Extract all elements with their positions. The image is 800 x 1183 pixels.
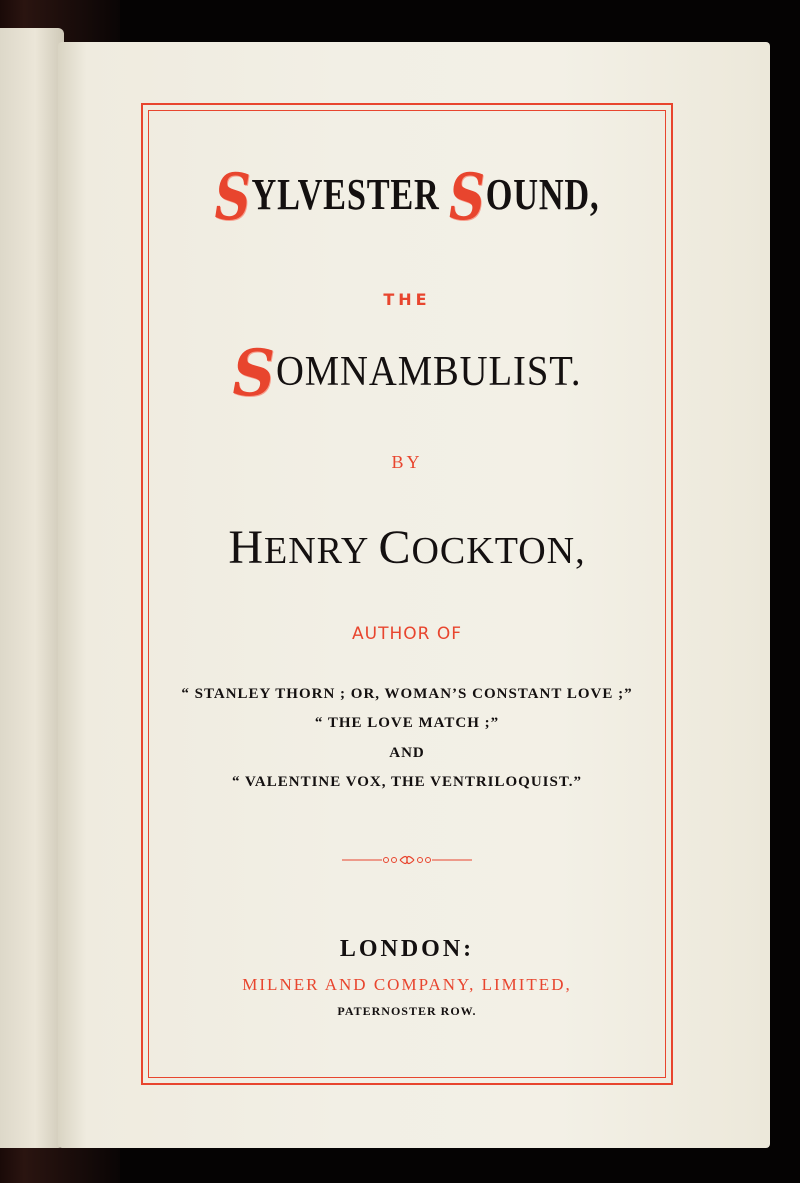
subtitle-initial: S <box>232 336 276 411</box>
author-name <box>141 520 673 575</box>
other-work-3: “ VALENTINE VOX, THE VENTRILOQUIST.” <box>232 774 582 790</box>
imprint-publisher: MILNER AND COMPANY, LIMITED, <box>242 975 572 994</box>
ornament-flourish-icon <box>342 852 472 868</box>
book-subtitle <box>162 336 651 411</box>
other-work-2: “ THE LOVE MATCH ;” <box>314 715 500 731</box>
author-last-rest: OCKTON, <box>411 530 586 572</box>
title-part2: OUND, <box>485 170 600 219</box>
book-title <box>200 160 615 235</box>
other-work-1: “ STANLEY THORN ; OR, WOMAN’S CONSTANT LOVE ;” <box>181 686 633 702</box>
title-initial-s: S <box>214 160 252 235</box>
works-conjunction: AND <box>389 745 425 761</box>
title-connector: THE <box>383 290 431 309</box>
decorative-ornament <box>141 852 673 868</box>
facing-page-edge <box>0 28 64 1148</box>
subtitle-rest: OMNAMBULIST. <box>275 349 582 395</box>
inner-rule <box>148 110 666 1078</box>
imprint-address: PATERNOSTER ROW. <box>337 1004 477 1018</box>
byline: BY <box>391 452 423 472</box>
author-first-initial: H <box>228 521 265 574</box>
author-last-initial: C <box>378 521 412 574</box>
author-first-rest: ENRY <box>264 530 379 572</box>
imprint-city: LONDON: <box>339 936 475 962</box>
title-initial-s2: S <box>448 160 486 235</box>
title-part1: YLVESTER <box>251 170 449 219</box>
author-of-label: AUTHOR OF <box>352 624 462 644</box>
